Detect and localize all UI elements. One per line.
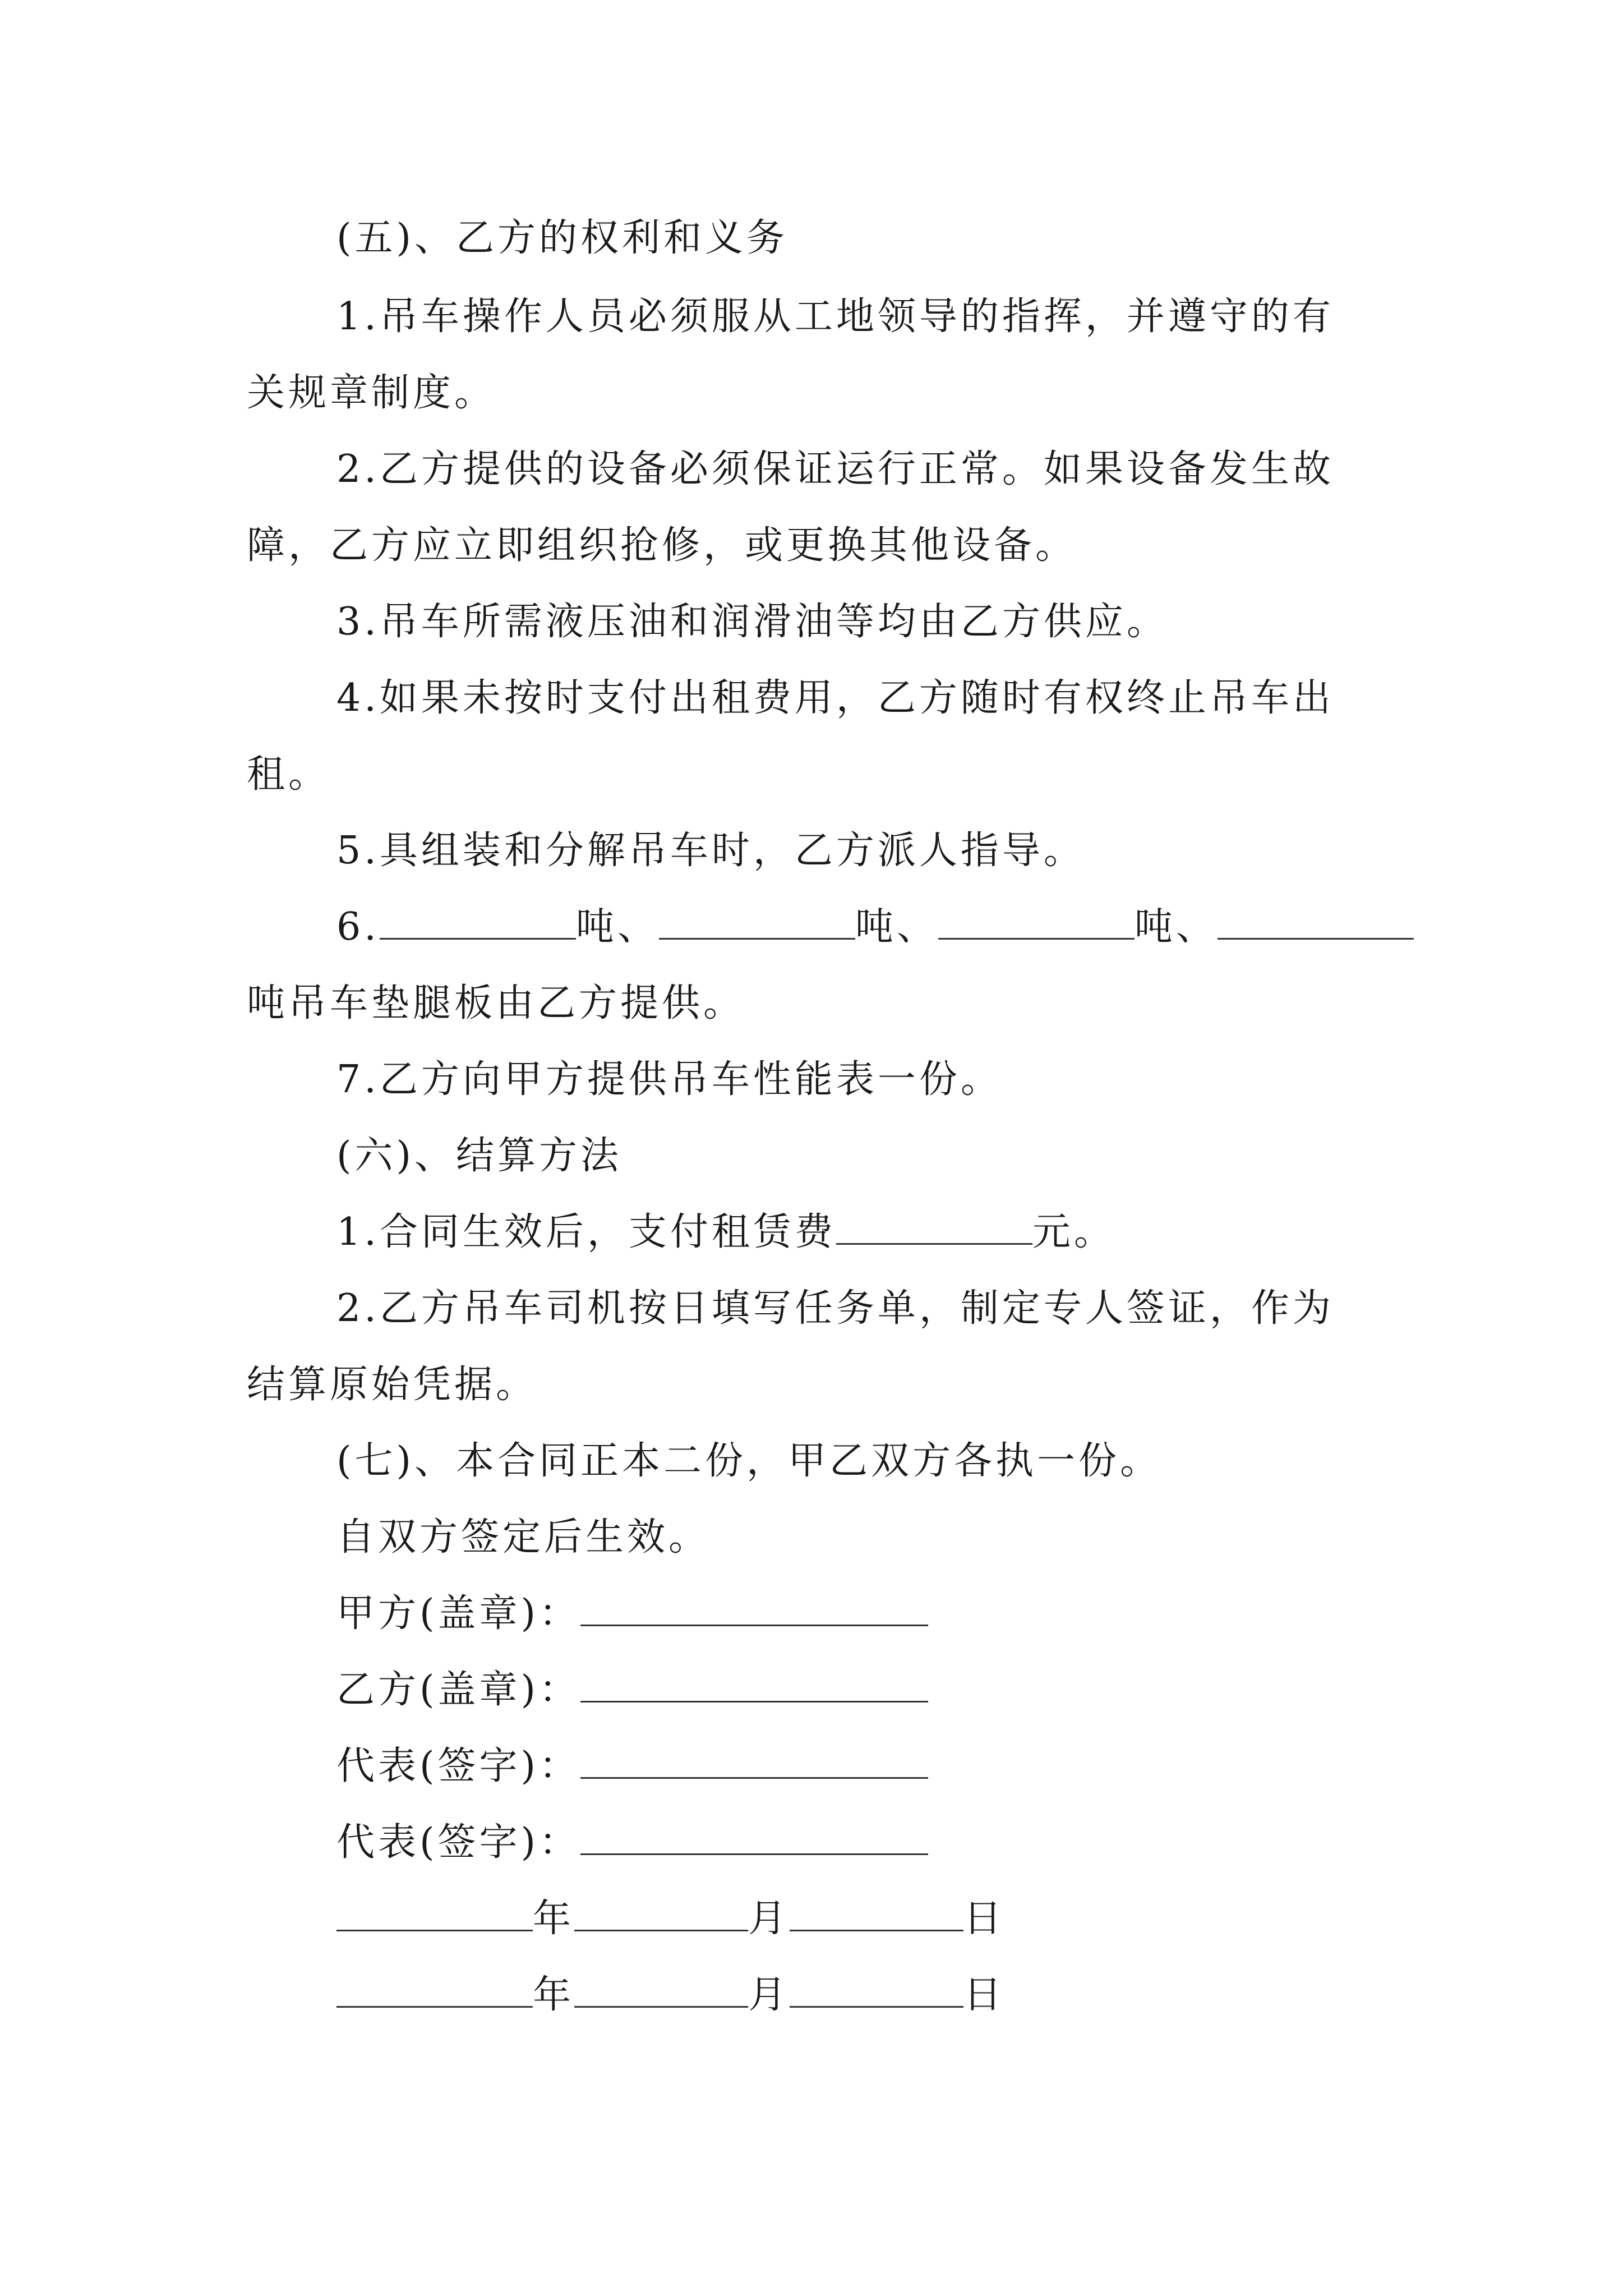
representative-2-label: 代表(签字)：: [336, 1820, 581, 1865]
s6-item-1-suffix: 元。: [1032, 1210, 1115, 1254]
year-blank[interactable]: [336, 1896, 533, 1931]
blank-field[interactable]: [1218, 904, 1414, 940]
ton-label: 吨、: [575, 905, 659, 949]
s5-item-4-line-2: 租。: [247, 752, 330, 797]
blank-field[interactable]: [938, 904, 1135, 940]
party-a-seal-blank[interactable]: [580, 1591, 928, 1626]
day-blank[interactable]: [790, 1972, 963, 2008]
section-7-heading: (七)、本合同正本二份，甲乙双方各执一份。: [336, 1439, 1162, 1483]
section-6-heading: (六)、结算方法: [336, 1134, 623, 1178]
representative-2-blank[interactable]: [580, 1820, 928, 1855]
s5-item-4-line-1: 4.如果未按时支付出租费用，乙方随时有权终止吊车出: [336, 676, 1334, 720]
party-a-seal-row: [336, 1589, 928, 1639]
s6-item-1: [336, 1207, 1115, 1258]
day-label: 日: [963, 1973, 1006, 2017]
month-blank[interactable]: [574, 1972, 748, 2008]
party-b-seal-label: 乙方(盖章)：: [336, 1668, 581, 1712]
s5-item-6-line-1: [336, 902, 1414, 953]
ton-label: 吨、: [855, 905, 938, 949]
s5-item-6-prefix: 6.: [336, 905, 380, 949]
date-row-2: [336, 1970, 1005, 2021]
year-label: 年: [533, 1897, 575, 1941]
representative-2-row: [336, 1818, 928, 1868]
s5-item-3: 3.吊车所需液压油和润滑油等均由乙方供应。: [336, 600, 1168, 644]
party-b-seal-row: [336, 1665, 928, 1715]
s5-item-6-line-2: 吨吊车垫腿板由乙方提供。: [247, 981, 745, 1025]
blank-field[interactable]: [380, 904, 576, 940]
blank-field[interactable]: [659, 904, 855, 940]
s5-item-2-line-1: 2.乙方提供的设备必须保证运行正常。如果设备发生故: [336, 447, 1334, 491]
section-5-heading: (五)、乙方的权利和义务: [336, 216, 789, 260]
month-blank[interactable]: [574, 1896, 748, 1931]
s5-item-1-line-1: 1.吊车操作人员必须服从工地领导的指挥，并遵守的有: [336, 295, 1334, 339]
day-blank[interactable]: [790, 1896, 963, 1931]
representative-1-label: 代表(签字)：: [336, 1744, 581, 1788]
party-b-seal-blank[interactable]: [580, 1667, 928, 1703]
s6-item-2-line-1: 2.乙方吊车司机按日填写任务单，制定专人签证，作为: [336, 1286, 1334, 1331]
day-label: 日: [963, 1897, 1006, 1941]
representative-1-blank[interactable]: [580, 1743, 928, 1779]
year-label: 年: [533, 1973, 575, 2017]
rent-amount-blank[interactable]: [836, 1209, 1032, 1245]
s5-item-7: 7.乙方向甲方提供吊车性能表一份。: [336, 1057, 1002, 1102]
year-blank[interactable]: [336, 1972, 533, 2008]
date-row-1: [336, 1894, 1005, 1944]
representative-1-row: [336, 1741, 928, 1792]
s5-item-2-line-2: 障，乙方应立即组织抢修，或更换其他设备。: [247, 523, 1077, 568]
s5-item-1-line-2: 关规章制度。: [247, 371, 496, 415]
s6-item-2-line-2: 结算原始凭据。: [247, 1363, 538, 1407]
party-a-seal-label: 甲方(盖章)：: [336, 1591, 581, 1636]
month-label: 月: [748, 1897, 790, 1941]
ton-label: 吨、: [1134, 905, 1218, 949]
s5-item-5: 5.具组装和分解吊车时，乙方派人指导。: [336, 829, 1085, 873]
month-label: 月: [748, 1973, 790, 2017]
s6-item-1-prefix: 1.合同生效后，支付租赁费: [336, 1210, 836, 1254]
effective-clause: 自双方签定后生效。: [336, 1515, 711, 1559]
